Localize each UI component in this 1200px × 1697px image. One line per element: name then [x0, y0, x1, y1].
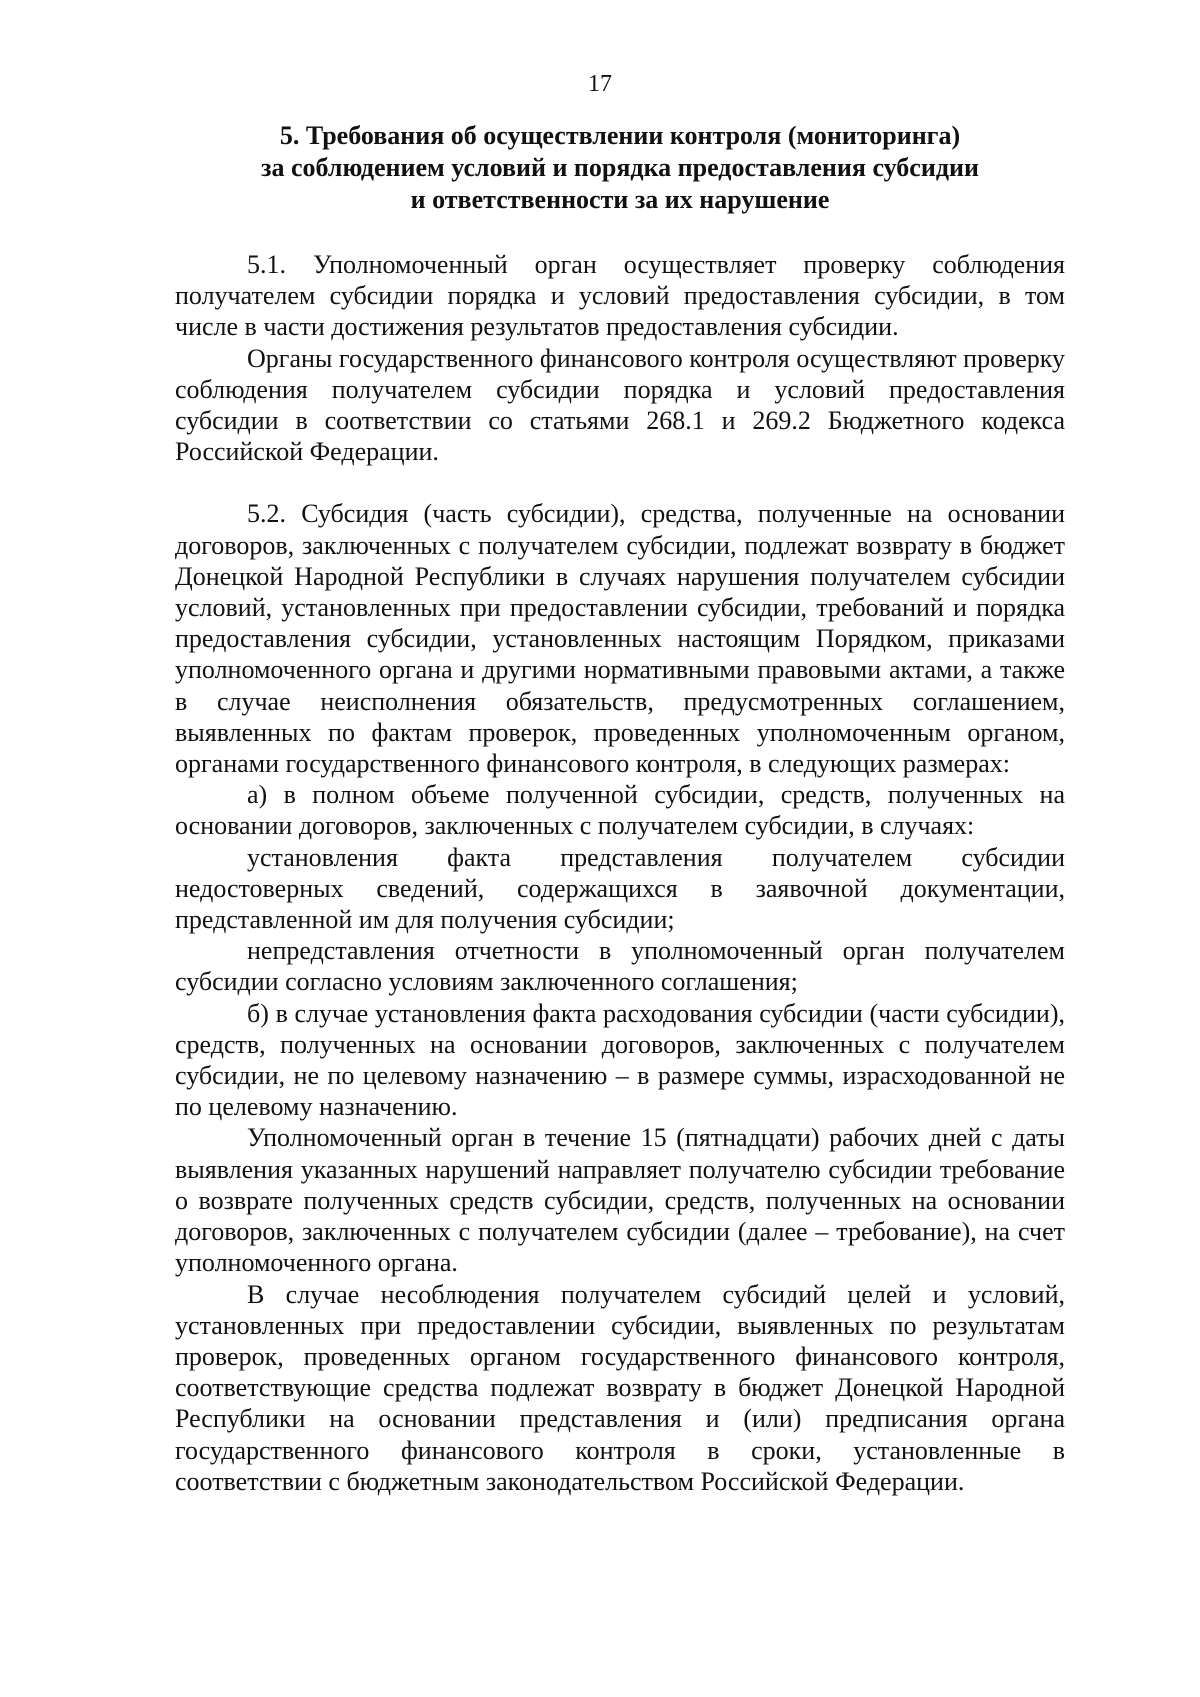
- paragraph-5-2: 5.2. Субсидия (часть субсидии), средства, полученные на основании договоров, заключенных с получателем субсидии, подлежат возврату в бюджет Донецкой Народной Республики в случаях нарушения получателем субсидии условий, установленных при предоставлении субсидии, требований и порядка предоставления субсидии, установленных настоящим Порядком, приказами уполномоченного органа и другими нормативными правовыми актами, а также в случае неисполнения обязательств, предусмотренных соглашением, выявленных по фактам проверок, проведенных уполномоченным органом, органами государственного финансового контроля, в следующих размерах:: [175, 499, 1065, 779]
- paragraph-gap: [175, 467, 1065, 498]
- paragraph-return-demand: Уполномоченный орган в течение 15 (пятнадцати) рабочих дней с даты выявления указанных нарушений направляет получателю субсидии требование о возврате полученных средств субсидии, средств, полученных на основании договоров, заключенных с получателем субсидии (далее – требование), на счет уполномоченного органа.: [175, 1123, 1065, 1278]
- paragraph-control-bodies: Органы государственного финансового контроля осуществляют проверку соблюдения получателем субсидии порядка и условий предоставления субсидии в соответствии со статьями 268.1 и 269.2 Бюджетного кодекса Российской Федерации.: [175, 343, 1065, 467]
- paragraph-item-b: б) в случае установления факта расходования субсидии (части субсидии), средств, полученных на основании договоров, заключенных с получателем субсидии, не по целевому назначению – в размере суммы, израсходованной не по целевому назначению.: [175, 998, 1065, 1122]
- paragraph-5-1: 5.1. Уполномоченный орган осуществляет проверку соблюдения получателем субсидии порядка и условий предоставления субсидии, в том числе в части достижения результатов предоставления субсидии.: [175, 250, 1065, 342]
- paragraph-noncompliance: В случае несоблюдения получателем субсидий целей и условий, установленных при предоставлении субсидии, выявленных по результатам проверок, проведенных органом государственного финансового контроля, соответствующие средства подлежат возврату в бюджет Донецкой Народной Республики на основании представления и (или) предписания органа государственного финансового контроля в сроки, установленные в соответствии с бюджетным законодательством Российской Федерации.: [175, 1279, 1065, 1496]
- paragraph-no-reporting: непредставления отчетности в уполномоченный орган получателем субсидии согласно условиям заключенного соглашения;: [175, 936, 1065, 997]
- heading-line-2: за соблюдением условий и порядка предоставления субсидии: [261, 153, 979, 182]
- paragraph-false-info: установления факта представления получателем субсидии недостоверных сведений, содержащихся в заявочной документации, представленной им для получения субсидии;: [175, 842, 1065, 935]
- heading-line-3: и ответственности за их нарушение: [410, 185, 830, 214]
- page-number: 17: [588, 71, 612, 97]
- document-body: [175, 249, 1065, 1497]
- section-heading: [175, 120, 1065, 216]
- heading-line-1: 5. Требования об осуществлении контроля (мониторинга): [279, 121, 961, 150]
- paragraph-item-a: а) в полном объеме полученной субсидии, средств, полученных на основании договоров, заключенных с получателем субсидии, в случаях:: [175, 780, 1065, 841]
